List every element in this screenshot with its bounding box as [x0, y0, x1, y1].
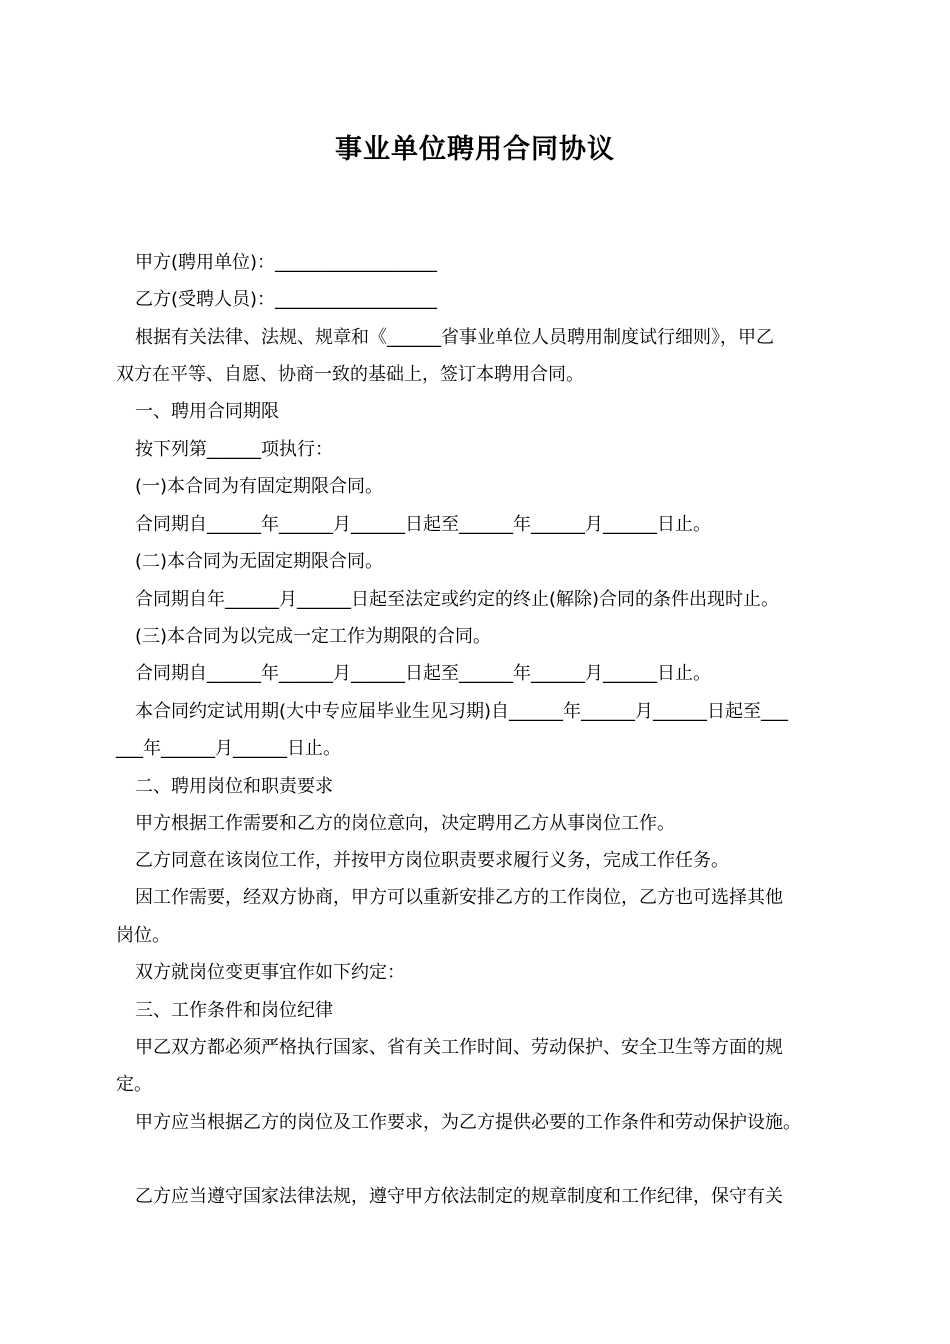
paragraph-line: (一)本合同为有固定期限合同。	[135, 476, 384, 497]
paragraph-line: 岗位。	[116, 925, 170, 946]
paragraph-line: (三)本合同为以完成一定工作为期限的合同。	[135, 626, 492, 647]
paragraph-line: 本合同约定试用期(大中专应届毕业生见习期)自______年______月______日起至___	[135, 701, 789, 722]
party-b-line: 乙方(受聘人员)：__________________	[135, 289, 438, 310]
paragraph-line: 合同期自年______月______日起至法定或约定的终止(解除)合同的条件出现时止。	[135, 589, 780, 610]
section-heading: 一、聘用合同期限	[135, 401, 279, 422]
paragraph-line: 合同期自______年______月______日起至______年______月______日止。	[135, 514, 711, 535]
paragraph-line: 乙方同意在该岗位工作，并按甲方岗位职责要求履行义务，完成工作任务。	[135, 850, 729, 871]
paragraph-line: 因工作需要，经双方协商，甲方可以重新安排乙方的工作岗位，乙方也可选择其他	[135, 887, 783, 908]
paragraph-line: 双方就岗位变更事宜作如下约定：	[135, 962, 405, 983]
section-heading: 三、工作条件和岗位纪律	[135, 1000, 333, 1021]
party-a-line: 甲方(聘用单位)：__________________	[135, 252, 438, 273]
paragraph-line: 双方在平等、自愿、协商一致的基础上，签订本聘用合同。	[116, 364, 584, 385]
paragraph-line: ___年______月______日止。	[116, 738, 341, 759]
paragraph-line: (二)本合同为无固定期限合同。	[135, 551, 384, 572]
paragraph-line: 合同期自______年______月______日起至______年______月______日止。	[135, 663, 711, 684]
paragraph-line: 定。	[116, 1074, 152, 1095]
paragraph-line: 甲乙双方都必须严格执行国家、省有关工作时间、劳动保护、安全卫生等方面的规	[135, 1037, 783, 1058]
paragraph-line: 甲方应当根据乙方的岗位及工作要求，为乙方提供必要的工作条件和劳动保护设施。	[135, 1112, 801, 1133]
paragraph-line: 根据有关法律、法规、规章和《______省事业单位人员聘用制度试行细则》，甲乙	[135, 327, 774, 348]
document-title: 事业单位聘用合同协议	[335, 134, 615, 165]
paragraph-line: 甲方根据工作需要和乙方的岗位意向，决定聘用乙方从事岗位工作。	[135, 813, 675, 834]
paragraph-line: 乙方应当遵守国家法律法规，遵守甲方依法制定的规章制度和工作纪律，保守有关	[135, 1186, 783, 1207]
paragraph-line: 按下列第______项执行：	[135, 439, 333, 460]
section-heading: 二、聘用岗位和职责要求	[135, 776, 333, 797]
